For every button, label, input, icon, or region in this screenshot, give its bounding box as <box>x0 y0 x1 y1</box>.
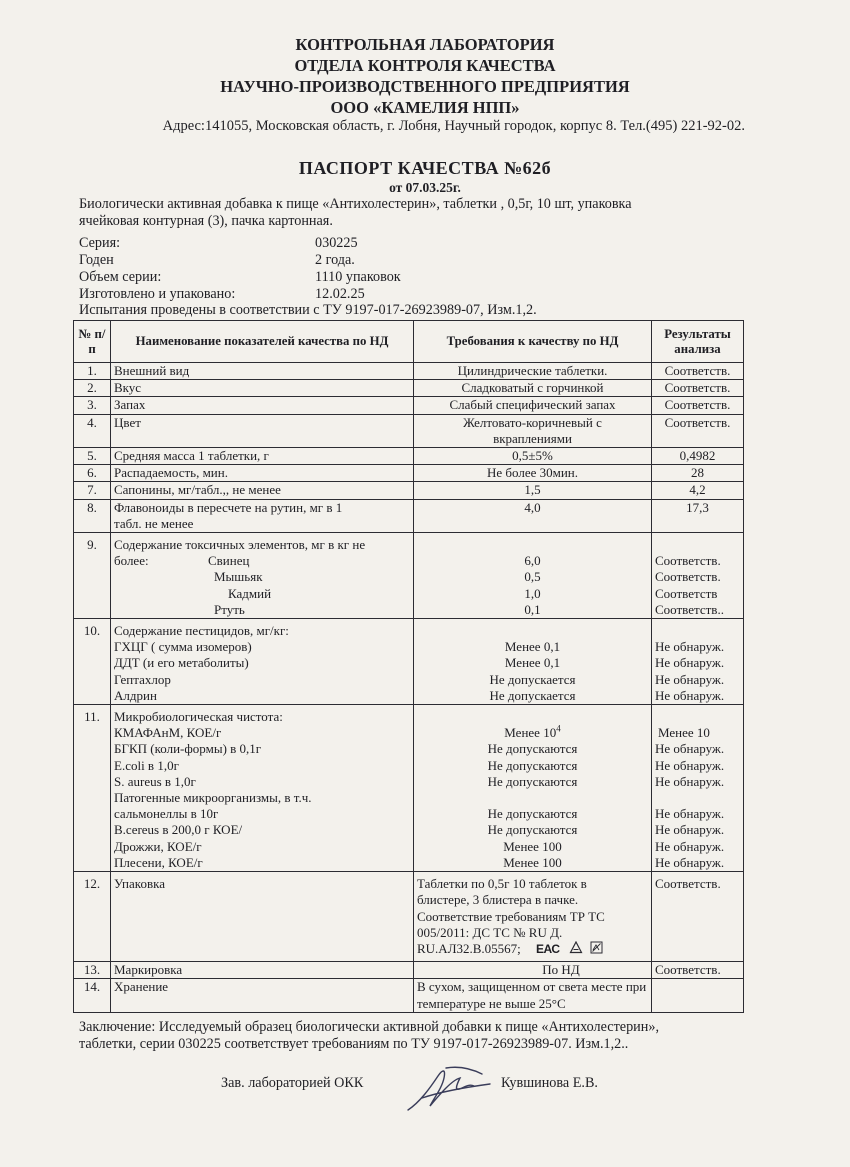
micro-name: КМАФАнМ, КОЕ/г <box>114 725 222 741</box>
pesticide-name: ДДТ (и его метаболиты) <box>114 655 249 671</box>
table-row <box>74 499 744 532</box>
element-req: 0,1 <box>524 601 541 617</box>
row-name <box>111 499 414 532</box>
header-req: Требования к качеству по НД <box>414 321 652 363</box>
table-row <box>74 465 744 482</box>
conclusion <box>79 1019 749 1053</box>
header-line-2: ОТДЕЛА КОНТРОЛЯ КАЧЕСТВА <box>294 56 556 75</box>
row-name <box>111 533 414 619</box>
micro-name: Дрожжи, КОЕ/г <box>114 838 202 854</box>
row-res: Соответств. <box>652 872 744 962</box>
micro-res: Не обнаруж. <box>655 822 725 838</box>
row-name: Вкус <box>111 380 414 397</box>
row-req: 0,5±5% <box>414 448 652 465</box>
row-req-line: 005/2011: ДС ТС № RU Д. <box>417 924 563 940</box>
table-row <box>74 533 744 619</box>
pesticide-req: Не допускается <box>489 671 576 687</box>
meta-key: Серия: <box>79 235 121 251</box>
row-req <box>414 705 652 872</box>
table-row <box>74 363 744 380</box>
row-name: Хранение <box>111 979 414 1012</box>
address-text: Адрес:141055, Московская область, г. Лобня, Научный городок, корпус 8. Тел.(495) 221-92-02. <box>162 118 745 134</box>
row-res: Соответств. <box>652 414 744 447</box>
row-name-line: Микробиологическая чистота: <box>114 709 283 725</box>
row-req: Сладковатый с горчинкой <box>414 380 652 397</box>
pesticide-req: Менее 0,1 <box>504 639 561 655</box>
row-res: Соответств. <box>652 363 744 380</box>
row-name: Внешний вид <box>111 363 414 380</box>
pesticide-req: Не допускается <box>489 687 576 703</box>
signature-name: Кувшинова Е.В. <box>501 1075 598 1091</box>
micro-res: Не обнаруж. <box>655 773 725 789</box>
table-row <box>74 979 744 1012</box>
row-name-line <box>114 553 410 569</box>
row-req: Слабый специфический запах <box>414 397 652 414</box>
micro-name: Патогенные микроорганизмы, в т.ч. <box>114 790 312 806</box>
element-req: 6,0 <box>524 553 541 569</box>
header-line-3: НАУЧНО-ПРОИЗВОДСТВЕННОГО ПРЕДПРИЯТИЯ <box>220 77 630 96</box>
element-res: Соответств <box>655 585 718 601</box>
meta-key: Годен <box>79 252 114 268</box>
meta-value: 030225 <box>315 235 358 251</box>
row-req: Цилиндрические таблетки. <box>414 363 652 380</box>
element-name: Ртуть <box>214 601 245 617</box>
element-name: Кадмий <box>228 585 272 601</box>
row-name: Упаковка <box>111 872 414 962</box>
pesticide-res: Не обнаруж. <box>655 671 725 687</box>
row-num: 2. <box>74 380 111 397</box>
eac-mark: ЕАС <box>536 941 560 956</box>
pesticide-name: Алдрин <box>114 687 157 703</box>
table-row <box>74 448 744 465</box>
row-num: 8. <box>74 499 111 532</box>
header-num: № п/п <box>74 321 111 363</box>
quality-table <box>73 320 744 1013</box>
meta-value: 12.02.25 <box>315 286 365 302</box>
row-req <box>414 979 652 1012</box>
header-line-4: ООО «КАМЕЛИЯ НПП» <box>330 98 520 117</box>
row-name: Сапонины, мг/табл.,, не менее <box>111 482 414 499</box>
table-row <box>74 705 744 872</box>
micro-req: Не допускаются <box>487 773 578 789</box>
micro-name: сальмонеллы в 10г <box>114 806 219 822</box>
row-res: 4,2 <box>652 482 744 499</box>
element-name: Свинец <box>208 553 250 569</box>
micro-res: Не обнаруж. <box>655 838 725 854</box>
row-req-line <box>417 941 648 957</box>
row-name: Цвет <box>111 414 414 447</box>
micro-name: S. aureus в 1,0г <box>114 773 196 789</box>
address <box>0 118 850 135</box>
pesticide-name: Гептахлор <box>114 671 171 687</box>
row-res <box>652 619 744 705</box>
row-name: Распадаемость, мин. <box>111 465 414 482</box>
row-num: 7. <box>74 482 111 499</box>
row-name: Маркировка <box>111 962 414 979</box>
handwritten-signature <box>400 1058 500 1118</box>
row-num: 9. <box>74 533 111 619</box>
micro-req-text: Менее 10 <box>504 725 557 741</box>
tests-note: Испытания проведены в соответствии с ТУ 9197-017-26923989-07, Изм.1,2. <box>79 302 537 318</box>
micro-res: Не обнаруж. <box>655 757 725 773</box>
micro-req <box>417 725 648 741</box>
micro-name: B.cereus в 200,0 г КОЕ/ <box>114 822 243 838</box>
header-name: Наименование показателей качества по НД <box>111 321 414 363</box>
row-req-line: блистере, 3 блистера в пачке. <box>417 892 579 908</box>
table-row <box>74 619 744 705</box>
header-res: Результаты анализа <box>652 321 744 363</box>
micro-res: Не обнаруж. <box>655 854 725 870</box>
micro-res: Менее 10 <box>658 725 710 741</box>
element-req: 1,0 <box>524 585 541 601</box>
micro-req: Не допускаются <box>487 806 578 822</box>
micro-req: Не допускаются <box>487 757 578 773</box>
row-req-line: Желтовато-коричневый с <box>463 414 602 430</box>
table-row <box>74 414 744 447</box>
row-name-line: табл. не менее <box>114 515 194 531</box>
table-row <box>74 872 744 962</box>
row-num: 1. <box>74 363 111 380</box>
row-num: 3. <box>74 397 111 414</box>
row-res <box>652 979 744 1012</box>
row-req <box>414 414 652 447</box>
micro-name: БГКП (коли-формы) в 0,1г <box>114 741 262 757</box>
pesticide-res: Не обнаруж. <box>655 687 725 703</box>
micro-res: Не обнаруж. <box>655 806 725 822</box>
micro-req: Менее 100 <box>503 838 562 854</box>
row-req: По НД <box>414 962 652 979</box>
row-num: 10. <box>74 619 111 705</box>
passport-date: от 07.03.25г. <box>389 180 461 195</box>
recycle-icon <box>569 941 583 954</box>
micro-req-exponent: 4 <box>556 723 561 734</box>
product-line-1: Биологически активная добавка к пище «Антихолестерин», таблетки , 0,5г, 10 шт, упаковка <box>79 196 632 212</box>
row-res: 17,3 <box>652 499 744 532</box>
row-req: 1,5 <box>414 482 652 499</box>
cert-number: RU.АЛ32.В.05567; <box>417 940 521 956</box>
row-name-line: Содержание токсичных элементов, мг в кг не <box>114 537 366 553</box>
product-line-2: ячейковая контурная (3), пачка картонная. <box>79 213 333 229</box>
row-req-line: В сухом, защищенном от света месте при <box>417 979 647 995</box>
pesticide-res: Не обнаруж. <box>655 639 725 655</box>
row-res: 28 <box>652 465 744 482</box>
passport-title: ПАСПОРТ КАЧЕСТВА №62б <box>298 158 552 178</box>
table-row <box>74 397 744 414</box>
meta-value: 1110 упаковок <box>315 269 401 285</box>
row-res: Соответств. <box>652 380 744 397</box>
element-req: 0,5 <box>524 569 541 585</box>
row-req: Не более 30мин. <box>414 465 652 482</box>
packaging-symbol-icon <box>590 941 603 954</box>
conclusion-line-2: таблетки, серии 030225 соответствует требованиям по ТУ 9197-017-26923989-07. Изм.1,2.. <box>79 1036 629 1052</box>
row-req <box>414 533 652 619</box>
row-name-line: Флавоноиды в пересчете на рутин, мг в 1 <box>114 499 343 515</box>
element-res: Соответств.. <box>655 601 724 617</box>
row-num: 6. <box>74 465 111 482</box>
row-num: 13. <box>74 962 111 979</box>
micro-req: Не допускаются <box>487 822 578 838</box>
table-row <box>74 962 744 979</box>
row-req <box>414 619 652 705</box>
element-res: Соответств. <box>655 553 721 569</box>
row-res: Соответств. <box>652 962 744 979</box>
micro-res: Не обнаруж. <box>655 741 725 757</box>
row-req-line: Соответствие требованиям ТР ТС <box>417 908 605 924</box>
table-row <box>74 482 744 499</box>
row-num: 12. <box>74 872 111 962</box>
pesticide-res: Не обнаруж. <box>655 655 725 671</box>
row-name-line: Содержание пестицидов, мг/кг: <box>114 623 289 639</box>
row-num: 11. <box>74 705 111 872</box>
header-line-1: КОНТРОЛЬНАЯ ЛАБОРАТОРИЯ <box>295 35 555 54</box>
row-req: 4,0 <box>414 499 652 532</box>
row-res <box>652 533 744 619</box>
table-header-row <box>74 321 744 363</box>
meta-value: 2 года. <box>315 252 355 268</box>
row-res: Соответств. <box>652 397 744 414</box>
row-name: Средняя масса 1 таблетки, г <box>111 448 414 465</box>
micro-name: E.coli в 1,0г <box>114 757 179 773</box>
conclusion-line-1: Заключение: Исследуемый образец биологически активной добавки к пище «Антихолестерин», <box>79 1019 660 1035</box>
pesticide-name: ГХЦГ ( сумма изомеров) <box>114 639 252 655</box>
row-name-text: более: <box>114 553 149 569</box>
element-res: Соответств. <box>655 569 721 585</box>
element-name: Мышьяк <box>214 569 263 585</box>
row-name <box>111 705 414 872</box>
row-req-line: вкраплениями <box>493 430 572 446</box>
row-req-line: Таблетки по 0,5г 10 таблеток в <box>417 876 587 892</box>
row-req-line: температуре не выше 25°С <box>417 995 566 1011</box>
row-name <box>111 619 414 705</box>
row-num: 4. <box>74 414 111 447</box>
row-res <box>652 705 744 872</box>
table-row <box>74 380 744 397</box>
micro-name: Плесени, КОЕ/г <box>114 854 203 870</box>
micro-req: Менее 100 <box>503 854 562 870</box>
meta-key: Изготовлено и упаковано: <box>79 286 236 302</box>
row-name: Запах <box>111 397 414 414</box>
pesticide-req: Менее 0,1 <box>504 655 561 671</box>
meta-key: Объем серии: <box>79 269 162 285</box>
row-num: 5. <box>74 448 111 465</box>
micro-req: Не допускаются <box>487 741 578 757</box>
row-num: 14. <box>74 979 111 1012</box>
signature-role: Зав. лабораторией ОКК <box>221 1075 364 1091</box>
row-res: 0,4982 <box>652 448 744 465</box>
row-req <box>414 872 652 962</box>
